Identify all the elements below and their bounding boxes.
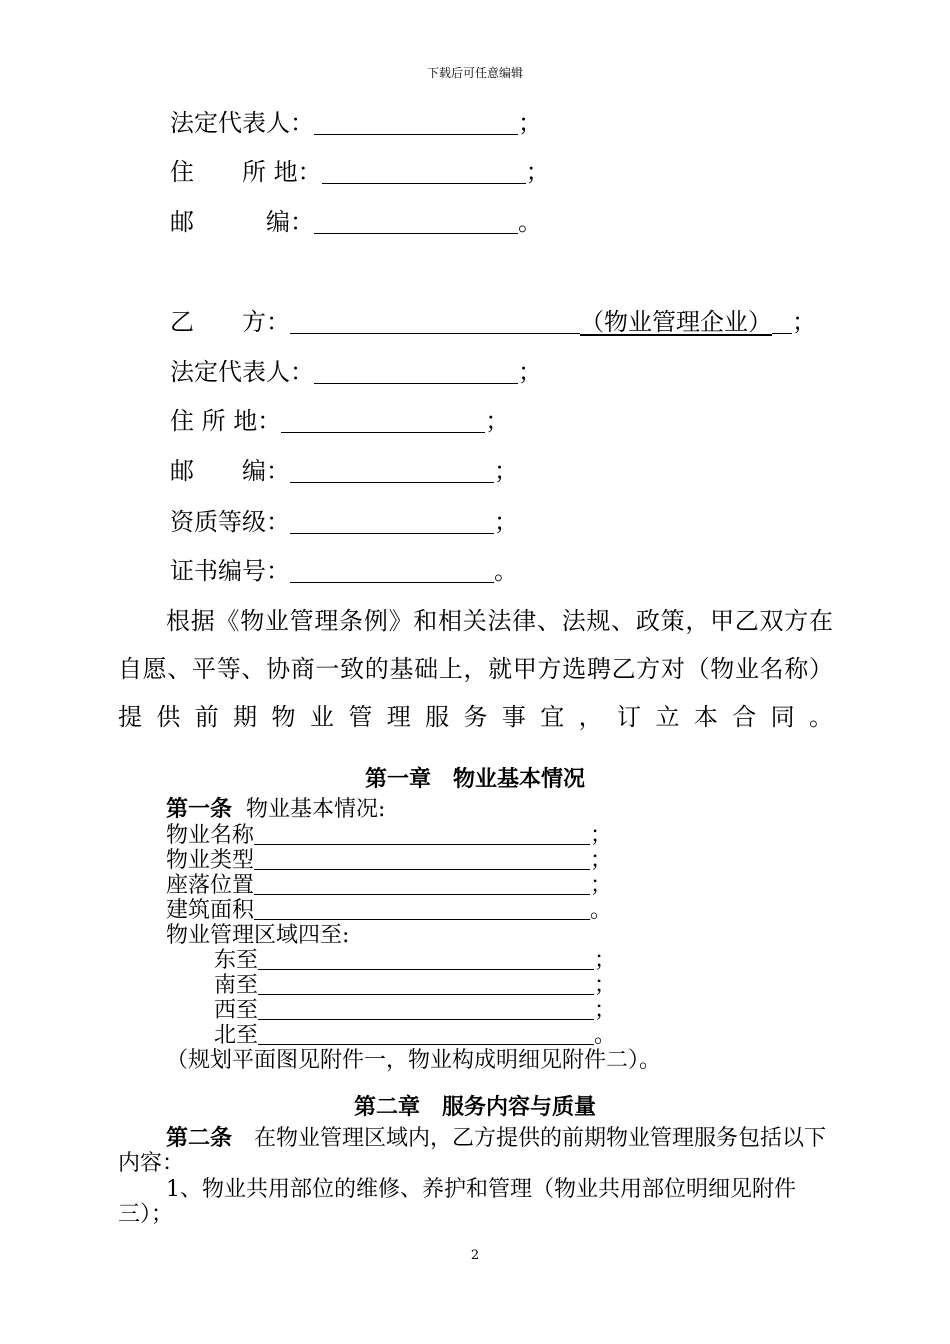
party-a-postcode-line [170,207,542,237]
annex-note: （规划平面图见附件一，物业构成明细见附件二）。 [166,1048,662,1073]
line-end: ； [590,823,613,848]
company-hint: （物业管理企业） [580,308,772,336]
party-b-cert-line [170,556,518,586]
line-end: ； [594,973,617,998]
article-2-label: 第二条 [166,1125,233,1151]
field-label: 座落位置 [166,873,255,898]
boundary-blank[interactable] [258,949,594,970]
party-b-address-line [170,406,509,436]
postcode-blank[interactable] [290,458,494,483]
intro-paragraph: 根据《物业管理条例》和相关法律、法规、政策，甲乙双方在自愿、平等、协商一致的基础上，就甲方选聘乙方对（物业名称）提供前期物业管理服务事宜，订立本合同。 [118,607,833,731]
party-b-blank-tail [772,309,792,334]
page-number: 2 [470,1248,480,1263]
qualification-label: 资质等级： [170,508,290,536]
field-blank[interactable] [254,824,590,845]
field-blank[interactable] [254,849,590,870]
line-end: ； [494,508,518,536]
party-b-line [170,307,816,337]
boundary-row [214,973,616,998]
line-end: 。 [494,557,518,585]
field-label: 物业类型 [166,848,255,873]
boundary-row [214,1023,616,1048]
article-1-text: 物业基本情况: [246,797,386,822]
line-end: ； [594,998,617,1023]
legal-rep-blank[interactable] [314,110,518,135]
party-a-address-line [170,157,550,187]
line-end: ； [792,308,816,336]
postcode-label: 邮 编： [170,208,314,236]
qualification-blank[interactable] [290,509,494,534]
boundary-label: 东至 [214,948,259,973]
field-label: 建筑面积 [166,898,255,923]
line-end: 。 [590,898,613,923]
postcode-label: 邮 编： [170,457,290,485]
line-end: ； [494,457,518,485]
boundary-title: 物业管理区域四至: [166,923,350,948]
boundary-label: 南至 [214,973,259,998]
header-note: 下载后可任意编辑 [426,66,523,80]
line-end: ； [518,358,542,386]
line-end: ； [594,948,617,973]
legal-rep-blank[interactable] [314,359,518,384]
legal-rep-label: 法定代表人： [170,358,314,386]
field-label: 物业名称 [166,823,255,848]
address-blank[interactable] [322,159,526,184]
line-end: ； [590,873,613,898]
boundary-blank[interactable] [258,974,594,995]
party-b-qualification-line [170,507,518,537]
address-blank[interactable] [281,408,485,433]
article-2-text: 在物业管理区域内，乙方提供的前期物业管理服务包括以下内容： [118,1126,827,1176]
line-end: ； [485,407,510,435]
party-a-legal-rep-line [170,108,542,138]
boundary-row [214,948,616,973]
party-b-legal-rep-line [170,357,542,387]
party-b-blank[interactable] [290,309,580,334]
address-label: 住 所 地： [170,158,322,186]
legal-rep-label: 法定代表人： [170,109,314,137]
address-label: 住 所 地： [170,407,282,435]
line-end: ； [590,848,613,873]
boundary-label: 西至 [214,998,259,1023]
boundary-label: 北至 [214,1023,259,1048]
postcode-blank[interactable] [314,209,518,234]
boundary-row [214,998,616,1023]
article-2 [118,1126,830,1176]
party-b-label: 乙 方： [170,308,290,336]
article-1 [166,797,385,822]
boundary-blank[interactable] [258,1024,594,1045]
field-row [166,848,612,873]
field-row [166,823,612,848]
cert-blank[interactable] [290,558,494,583]
line-end: ； [518,109,542,137]
field-blank[interactable] [254,874,590,895]
cert-label: 证书编号： [170,557,290,585]
party-b-postcode-line [170,456,518,486]
chapter-1-title: 第一章 物业基本情况 [364,766,585,792]
article-1-label: 第一条 [166,796,233,822]
line-end: ； [525,158,550,186]
field-row [166,898,612,923]
field-row [166,873,612,898]
chapter-2-title: 第二章 服务内容与质量 [353,1094,596,1120]
line-end: 。 [594,1023,617,1048]
field-blank[interactable] [254,899,590,920]
line-end: 。 [518,208,542,236]
service-item-1: 1、物业共用部位的维修、养护和管理（物业共用部位明细见附件三）； [118,1177,796,1227]
boundary-blank[interactable] [258,999,594,1020]
